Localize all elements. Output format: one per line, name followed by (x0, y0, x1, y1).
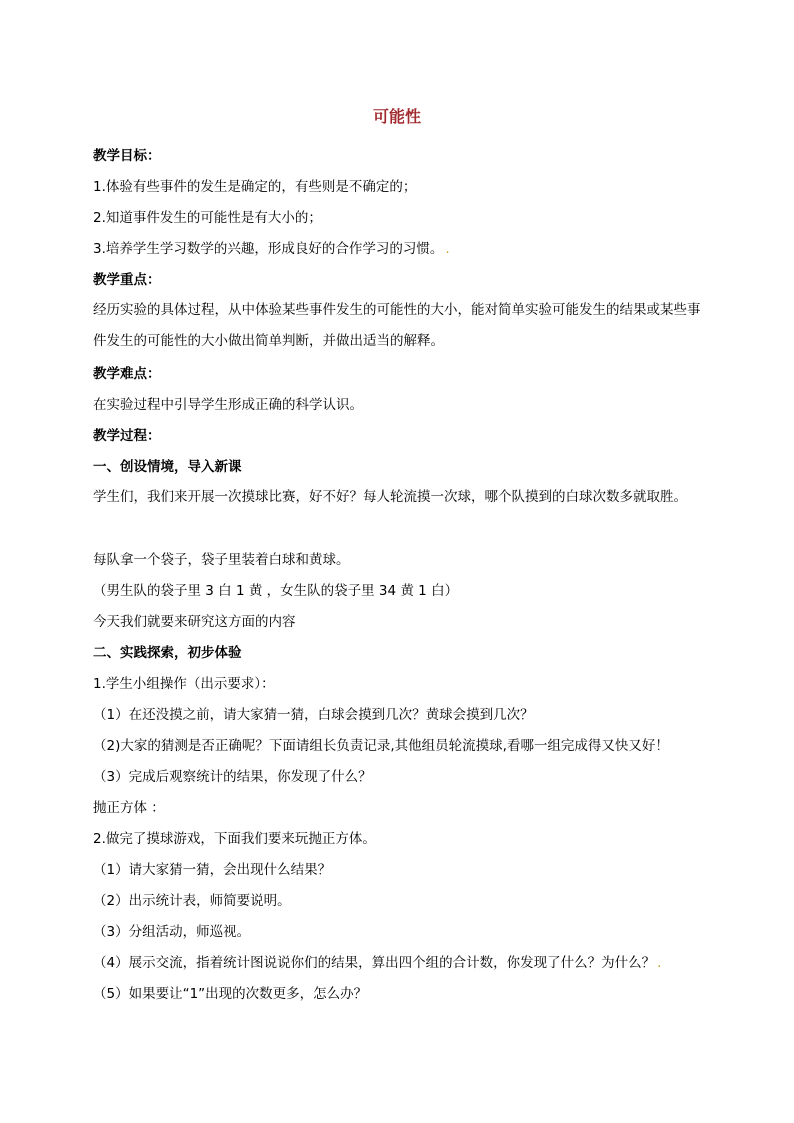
part1-line: 每队拿一个袋子，袋子里装着白球和黄球。 (93, 552, 350, 568)
document-title: 可能性 (372, 107, 421, 126)
part1-line: 今天我们就要来研究这方面的内容 (93, 614, 296, 630)
trailing-mark: . (445, 241, 450, 257)
part1-line: （男生队的袋子里 3 白 1 黄 ，女生队的袋子里 34 黄 1 白） (93, 583, 459, 599)
trailing-mark: . (657, 955, 662, 971)
part2-item: 1.学生小组操作（出示要求）： (93, 676, 275, 692)
part2-item: （2）出示统计表，师简要说明。 (93, 893, 291, 909)
part2-item: （2)大家的猜测是否正确呢？下面请组长负责记录,其他组员轮流摸球,看哪一组完成得又快又好！ (93, 738, 669, 754)
objective-item: 2.知道事件发生的可能性是有大小的； (93, 210, 322, 226)
part2-item (93, 953, 713, 973)
part2-item: （3）分组活动，师巡视。 (93, 924, 251, 940)
objective-item-text: 3.培养学生学习数学的兴趣，形成良好的合作学习的习惯。 (93, 241, 444, 257)
part2-item: 抛正方体 ： (93, 800, 165, 816)
part2-heading: 二、实践探索，初步体验 (93, 645, 242, 661)
part2-item: （5）如果要让“1”出现的次数更多，怎么办？ (93, 986, 368, 1002)
objectives-heading: 教学目标： (93, 148, 161, 164)
process-heading: 教学过程： (93, 428, 161, 444)
difficulty-text: 在实验过程中引导学生形成正确的科学认识。 (93, 397, 363, 413)
part2-item: （1）请大家猜一猜，会出现什么结果？ (93, 862, 332, 878)
part2-item: （1）在还没摸之前，请大家猜一猜，白球会摸到几次？黄球会摸到几次？ (93, 707, 534, 723)
part2-item-text: （4）展示交流，指着统计图说说你们的结果，算出四个组的合计数，你发现了什么？为什么？ (93, 955, 656, 971)
difficulty-heading: 教学难点： (93, 366, 161, 382)
objective-item (93, 239, 713, 259)
objective-item: 1.体验有些事件的发生是确定的，有些则是不确定的； (93, 179, 417, 195)
part1-paragraph: 学生们，我们来开展一次摸球比赛，好不好？每人轮流摸一次球，哪个队摸到的白球次数多就取胜。 (93, 489, 687, 505)
key-points-text: 经历实验的具体过程，从中体验某些事件发生的可能性的大小，能对简单实验可能发生的结果或某些事件发生的可能性的大小做出简单判断，并做出适当的解释。 (93, 302, 701, 349)
part2-item: 2.做完了摸球游戏，下面我们要来玩抛正方体。 (93, 831, 376, 847)
part1-heading: 一、创设情境，导入新课 (93, 459, 242, 475)
key-points-heading: 教学重点： (93, 272, 161, 288)
part2-item: （3）完成后观察统计的结果，你发现了什么？ (93, 769, 372, 785)
